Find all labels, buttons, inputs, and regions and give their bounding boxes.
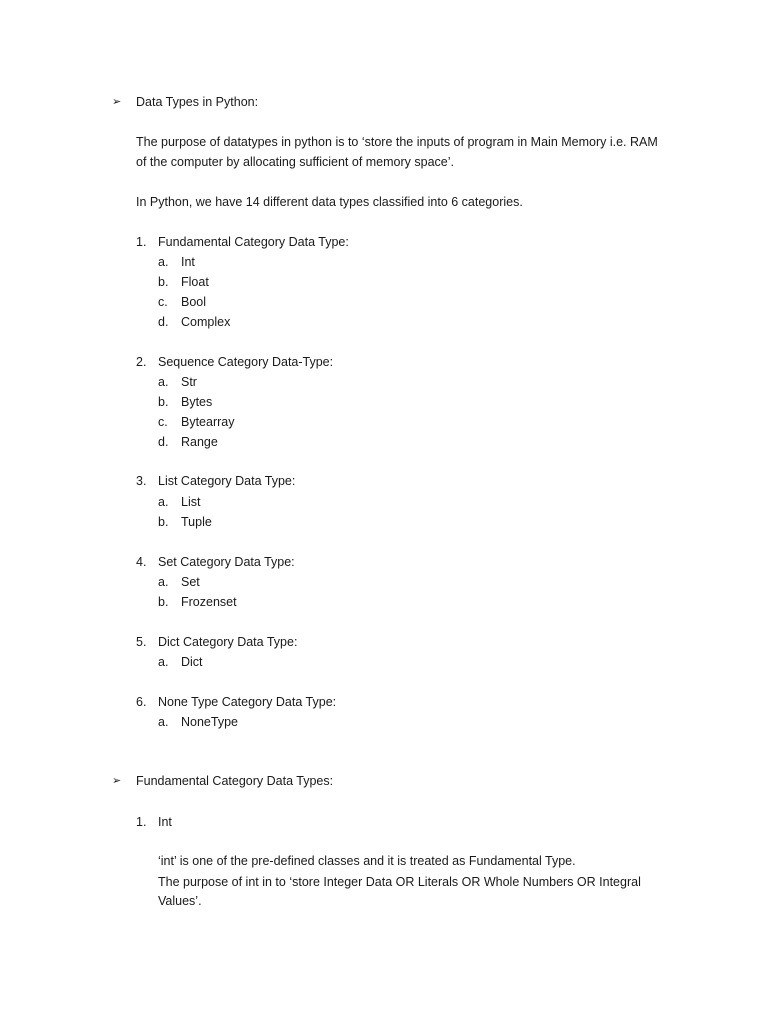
- list-item: Set: [181, 575, 200, 589]
- list-letter: a.: [158, 375, 169, 389]
- category-title: Sequence Category Data-Type:: [158, 355, 334, 369]
- paragraph-line: of the computer by allocating sufficient of memory space’.: [136, 155, 454, 169]
- category-title: None Type Category Data Type:: [158, 695, 337, 709]
- paragraph-line: ‘int’ is one of the pre-defined classes and it is treated as Fundamental Type.: [158, 854, 576, 868]
- list-letter: a.: [158, 255, 169, 269]
- list-item: NoneType: [181, 715, 238, 729]
- list-item: Bytearray: [181, 415, 235, 429]
- list-item: Int: [181, 255, 195, 269]
- list-item: Tuple: [181, 515, 212, 529]
- list-number: 1.: [136, 815, 147, 829]
- category-title: Set Category Data Type:: [158, 555, 295, 569]
- list-letter: b.: [158, 275, 169, 289]
- list-number: 2.: [136, 355, 147, 369]
- list-letter: d.: [158, 435, 169, 449]
- list-number: 5.: [136, 635, 147, 649]
- arrow-bullet-icon: ➢: [112, 775, 122, 787]
- category-title: List Category Data Type:: [158, 474, 296, 488]
- category-title: Dict Category Data Type:: [158, 635, 298, 649]
- list-item: Bytes: [181, 395, 213, 409]
- section-heading: Data Types in Python:: [136, 95, 259, 109]
- item-title: Int: [158, 815, 172, 829]
- paragraph-line: Values’.: [158, 894, 202, 908]
- list-item: Float: [181, 275, 209, 289]
- list-item: Dict: [181, 655, 203, 669]
- list-item: Frozenset: [181, 595, 237, 609]
- list-number: 3.: [136, 474, 147, 488]
- list-letter: c.: [158, 415, 168, 429]
- category-title: Fundamental Category Data Type:: [158, 235, 349, 249]
- list-number: 6.: [136, 695, 147, 709]
- list-number: 4.: [136, 555, 147, 569]
- list-item: Str: [181, 375, 197, 389]
- list-letter: a.: [158, 495, 169, 509]
- list-item: Range: [181, 435, 218, 449]
- list-letter: a.: [158, 575, 169, 589]
- list-number: 1.: [136, 235, 147, 249]
- list-letter: d.: [158, 315, 169, 329]
- list-letter: b.: [158, 595, 169, 609]
- list-letter: c.: [158, 295, 168, 309]
- paragraph-line: In Python, we have 14 different data types classified into 6 categories.: [136, 195, 523, 209]
- list-item: List: [181, 495, 201, 509]
- section-heading: Fundamental Category Data Types:: [136, 774, 334, 788]
- paragraph-line: The purpose of int in to ‘store Integer Data OR Literals OR Whole Numbers OR Integral: [158, 875, 641, 889]
- arrow-bullet-icon: ➢: [112, 96, 122, 108]
- list-letter: a.: [158, 655, 169, 669]
- list-item: Bool: [181, 295, 207, 309]
- list-letter: b.: [158, 515, 169, 529]
- list-item: Complex: [181, 315, 231, 329]
- paragraph-line: The purpose of datatypes in python is to ‘store the inputs of program in Main Memory i.e. RAM: [136, 135, 658, 149]
- list-letter: a.: [158, 715, 169, 729]
- list-letter: b.: [158, 395, 169, 409]
